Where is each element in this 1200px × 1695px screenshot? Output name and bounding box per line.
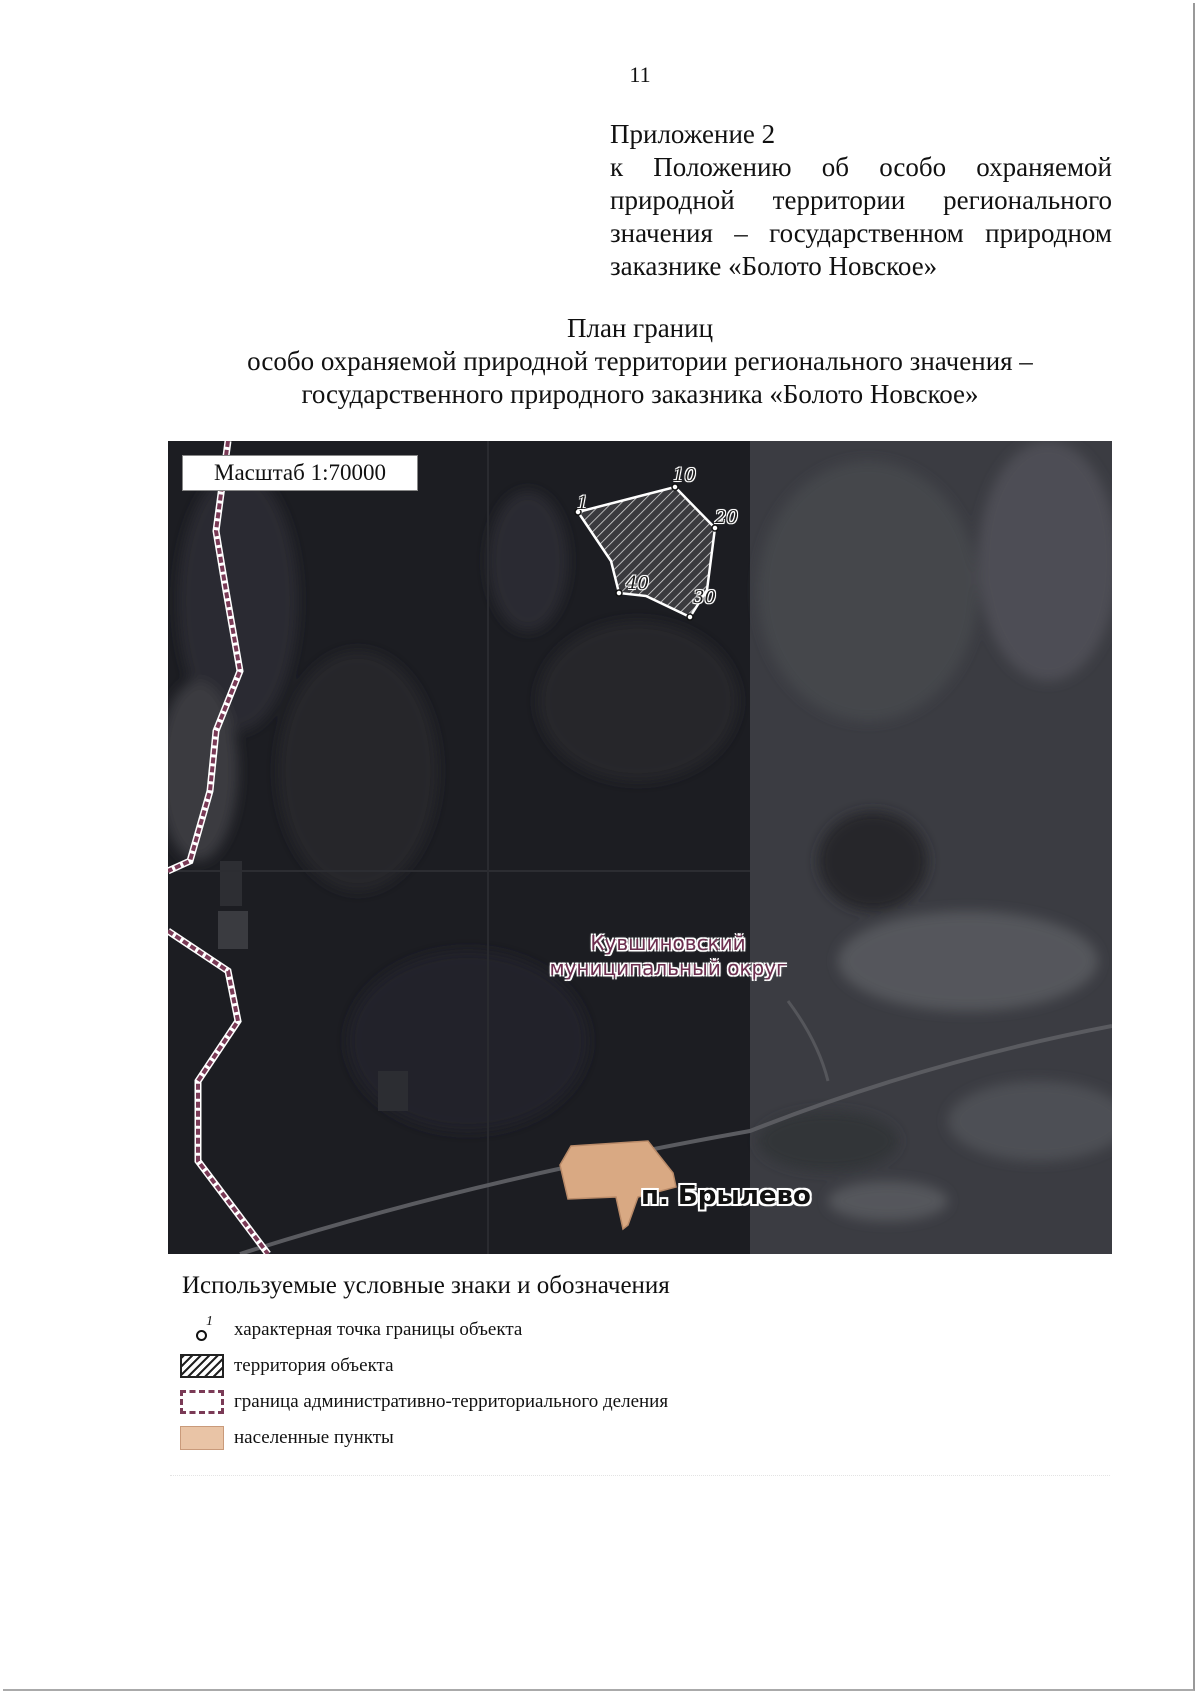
point-label-10: 10 [673,465,696,486]
legend-item-label: характерная точка границы объекта [234,1319,523,1340]
satellite-image [168,441,1112,1254]
legend-title: Используемые условные знаки и обозначения [182,1272,670,1299]
boundary-point-icon [180,1314,224,1342]
boundary-map [168,441,1112,1254]
legend-item-territory [180,1348,1080,1384]
scale-label: Масштаб 1:70000 [182,455,418,491]
appendix-title: Приложение 2 [610,119,776,149]
hatched-area-icon [180,1354,224,1378]
district-label-line-2: муниципальный округ [549,956,787,980]
page-number: 11 [629,62,651,87]
legend-item-point [180,1312,1080,1348]
appendix-text: к Положению об особо охраняемой природной территории регионального значения – государственном природном заказнике «Болото Новское» [610,152,1112,281]
point-label-20: 20 [715,507,738,528]
settlement-label: п. Брылево [641,1181,811,1211]
legend-item-label: граница административно-территориального деления [234,1391,669,1412]
plan-title-line-3: государственного природного заказника «Болото Новское» [301,379,979,409]
point-label-30: 30 [693,587,716,608]
plan-title [180,312,1100,411]
district-label-line-1: Кувшиновский [590,931,746,955]
legend-item-admin-border [180,1384,1080,1420]
legend-item-label: территория объекта [234,1355,394,1376]
legend-item-settlements [180,1420,1080,1456]
plan-title-line-2: особо охраняемой природной территории регионального значения – [247,346,1033,376]
point-icon-number: 1 [206,1314,213,1329]
district-label [508,931,828,981]
point-label-1: 1 [577,493,589,514]
point-label-40: 40 [626,573,649,594]
legend-item-label: населенные пункты [234,1427,394,1448]
appendix-header [610,118,1112,283]
dashed-border-icon [180,1390,224,1414]
legend [180,1272,1080,1456]
settlement-fill-icon [180,1426,224,1450]
plan-title-line-1: План границ [566,313,714,343]
footer-divider [170,1475,1110,1476]
